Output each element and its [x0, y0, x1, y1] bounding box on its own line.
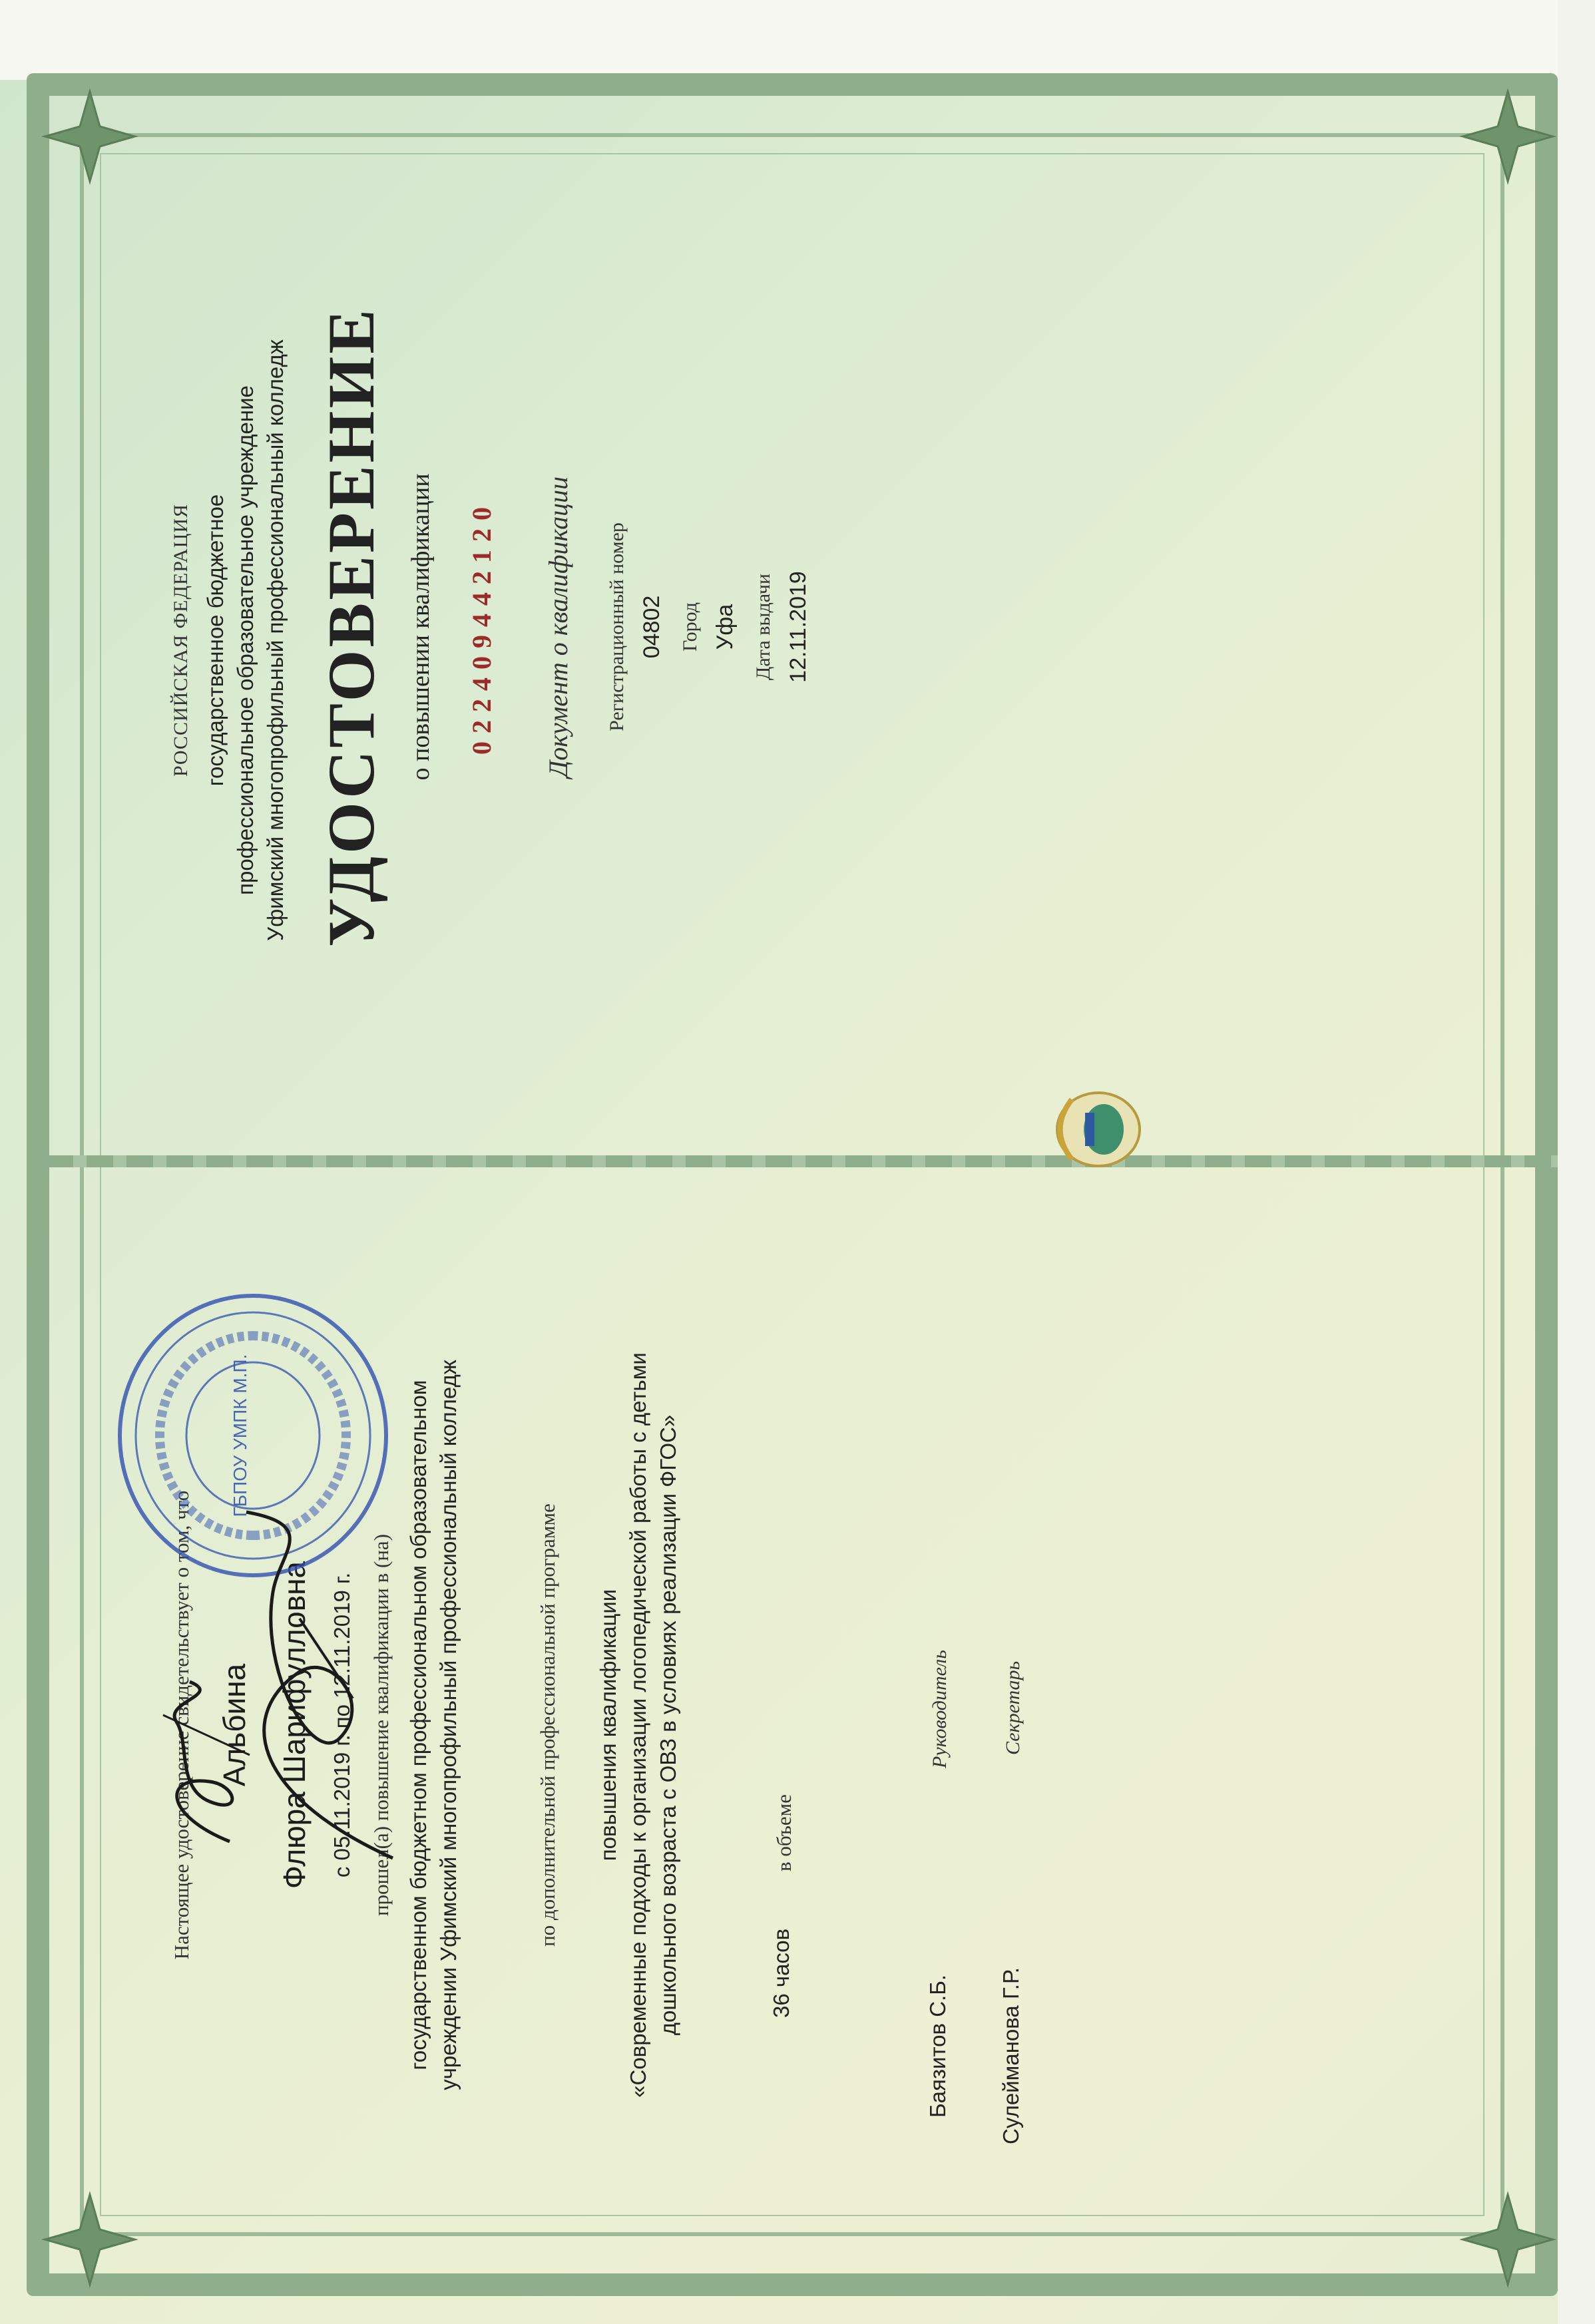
volume-value: 36 часов	[769, 1928, 794, 2018]
intro-text: Настоящее удостоверение свидетельствует о том, что	[170, 1490, 193, 1960]
institution-line-2: учреждении Уфимский многопрофильный профессиональный колледж	[436, 1360, 461, 2090]
issue-date: 12.11.2019	[786, 571, 811, 683]
document-title: УДОСТОВЕРЕНИЕ	[314, 307, 388, 947]
secretary-name: Сулейманова Г.Р.	[999, 1967, 1023, 2144]
training-period: с 05.11.2019 г. по 12.11.2019 г.	[330, 1572, 354, 1878]
program-label: по дополнительной профессиональной программе	[536, 1503, 559, 1947]
passed-training-text: прошел(а) повышение квалификации в (на)	[369, 1533, 393, 1917]
institution-line-1: государственном бюджетном профессиональном образовательном	[406, 1380, 431, 2070]
program-title-line-2: дошкольного возраста с ОВЗ в условиях реализации ФГОС»	[656, 1414, 680, 2036]
org-line-1: государственное бюджетное	[203, 494, 228, 787]
document-number: 022409442120	[467, 499, 497, 755]
program-title-line-1: «Современные подходы к организации логопедической работы с детьми	[626, 1352, 650, 2098]
head-name: Баязитов С.Б.	[925, 1974, 950, 2118]
org-line-2: профессиональное образовательное учреждение	[233, 385, 258, 895]
country-label: РОССИЙСКАЯ ФЕДЕРАЦИЯ	[170, 503, 192, 777]
secretary-label: Секретарь	[1002, 1660, 1024, 1755]
secretary-signature-icon	[150, 1675, 263, 1855]
college-logo-icon	[1045, 1086, 1145, 1173]
volume-label: в объеме	[772, 1794, 796, 1871]
city-label: Город	[679, 602, 701, 652]
document-type: Документ о квалификации	[543, 476, 573, 778]
reg-number-label: Регистрационный номер	[606, 522, 628, 731]
program-type: повышения квалификации	[596, 1589, 620, 1861]
recipient-name: Флюра Шарифулловна	[277, 1561, 312, 1889]
city: Уфа	[712, 604, 738, 650]
document-subtitle: о повышении квалификации	[407, 473, 435, 781]
head-label: Руководитель	[929, 1650, 951, 1768]
issue-date-label: Дата выдачи	[752, 573, 774, 681]
recipient-surname: Альбина	[217, 1663, 252, 1787]
org-line-3: Уфимский многопрофильный профессиональный колледж	[263, 339, 288, 941]
reg-number: 04802	[639, 595, 664, 659]
stamp-text: ГБПОУ УМПК М.П.	[230, 1354, 250, 1517]
